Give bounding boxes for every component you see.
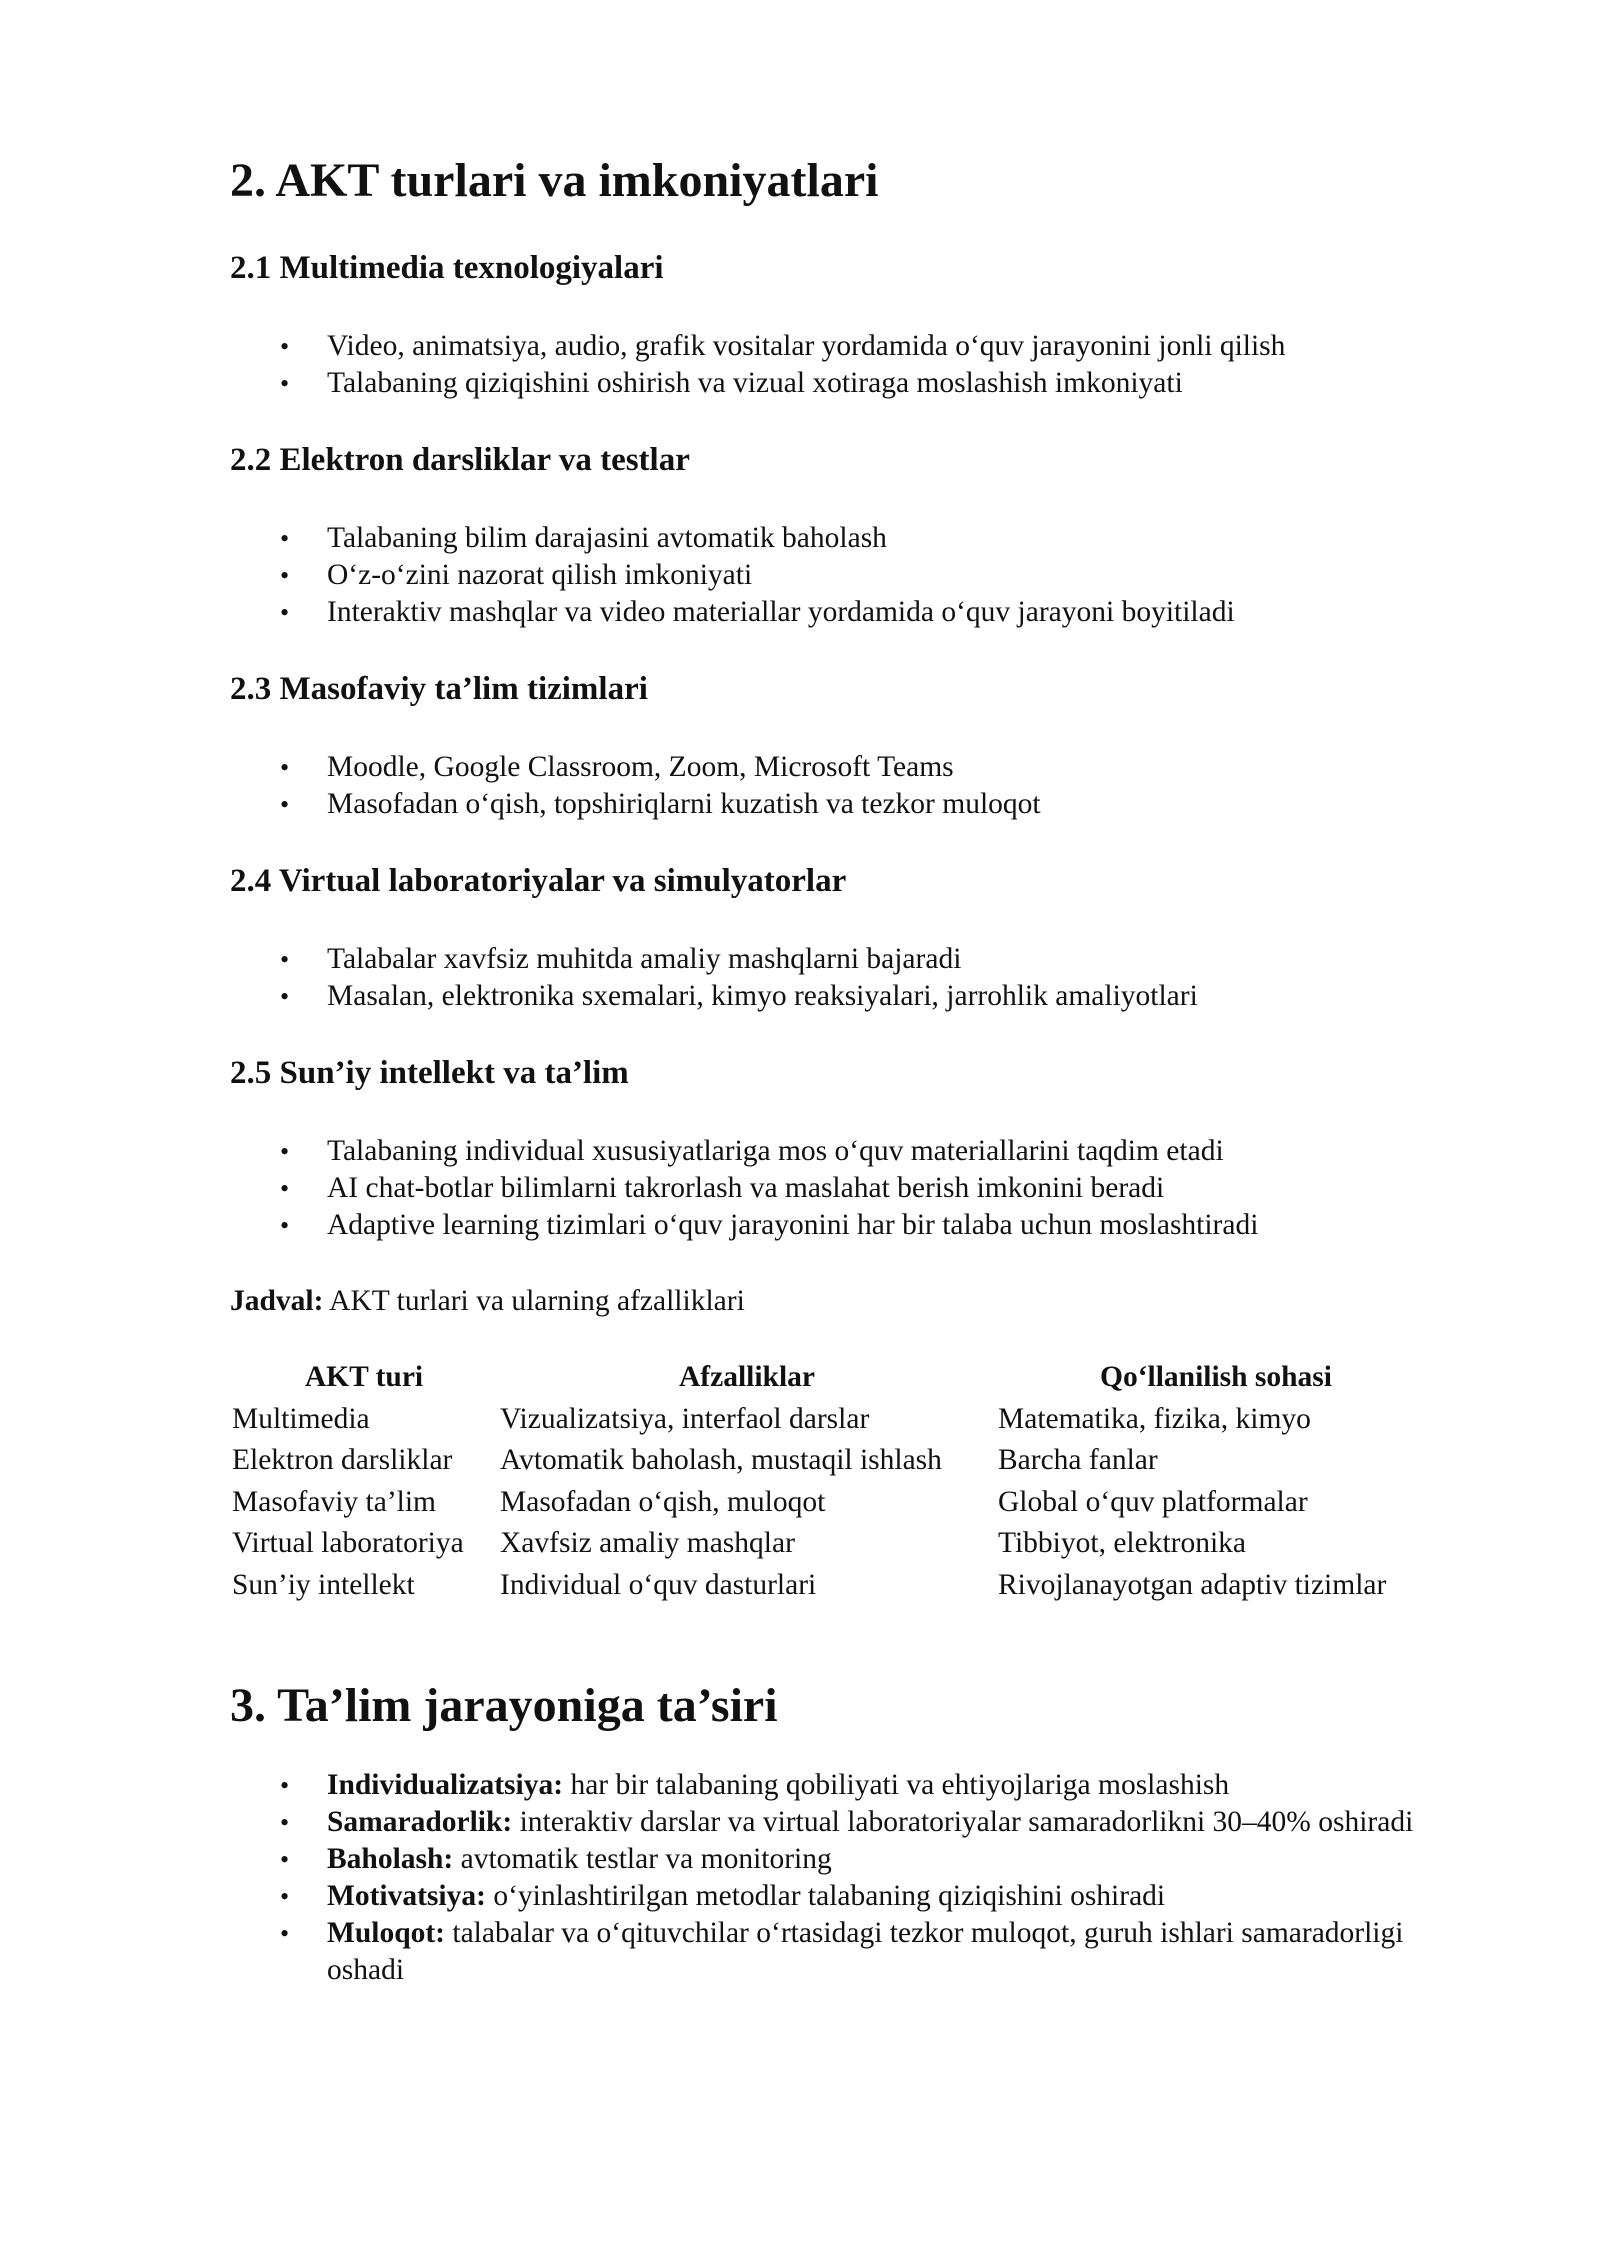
- table-header-cell: Afzalliklar: [678, 1361, 815, 1393]
- table-caption: [230, 1283, 745, 1320]
- table-caption-label: Jadval:: [230, 1285, 324, 1317]
- table-cell: Virtual laboratoriya: [232, 1527, 464, 1559]
- list-item: [230, 1878, 1415, 1915]
- table-cell: Rivojlanayotgan adaptiv tizimlar: [998, 1568, 1387, 1601]
- bullet-icon: •: [280, 561, 290, 590]
- table-cell: Avtomatik baholash, mustaqil ishlash: [500, 1444, 942, 1476]
- list-item-text: interaktiv darslar va virtual laboratoriyalar samaradorlikni 30–40% oshiradi: [512, 1806, 1414, 1838]
- subsection-2-4-heading: 2.4 Virtual laboratoriyalar va simulyatorlar: [230, 863, 847, 899]
- table-cell: Elektron darsliklar: [232, 1444, 453, 1476]
- subsection-2-5-heading: 2.5 Sun’iy intellekt va ta’lim: [230, 1055, 629, 1091]
- list-item-text: har bir talabaning qobiliyati va ehtiyojlariga moslashish: [563, 1769, 1230, 1801]
- table-cell: Global o‘quv platformalar: [998, 1485, 1308, 1518]
- table-cell: Vizualizatsiya, interfaol darslar: [500, 1402, 870, 1435]
- table-cell: Tibbiyot, elektronika: [998, 1527, 1247, 1559]
- table-cell: Multimedia: [232, 1402, 370, 1435]
- list-item: • Talabaning bilim darajasini avtomatik baholash: [230, 520, 1440, 557]
- bullet-icon: •: [280, 1882, 290, 1911]
- akt-types-table: [230, 1357, 1436, 1606]
- table-header-cell: Qo‘llanilish sohasi: [1100, 1361, 1332, 1393]
- bullet-icon: •: [280, 598, 290, 627]
- table-cell: Xavfsiz amaliy mashqlar: [500, 1527, 795, 1559]
- list-item: • Masalan, elektronika sxemalari, kimyo reaksiyalari, jarrohlik amaliyotlari: [230, 978, 1440, 1015]
- list-item-text: o‘yinlashtirilgan metodlar talabaning qiziqishini oshiradi: [485, 1880, 1166, 1912]
- subsection-2-1-list: [230, 328, 1440, 402]
- bullet-icon: •: [280, 945, 290, 974]
- list-item: • Adaptive learning tizimlari o‘quv jarayonini har bir talaba uchun moslashtiradi: [230, 1207, 1440, 1244]
- table-header-cell: AKT turi: [304, 1361, 424, 1393]
- bullet-icon: •: [280, 753, 290, 782]
- table-header-row: [230, 1357, 1436, 1399]
- table-row: [230, 1440, 1436, 1482]
- subsection-2-4-list: [230, 941, 1440, 1015]
- subsection-2-3-heading: 2.3 Masofaviy ta’lim tizimlari: [230, 671, 648, 707]
- table-cell: Masofaviy ta’lim: [232, 1485, 436, 1518]
- bullet-icon: •: [280, 1808, 290, 1837]
- section-3-heading: 3. Ta’lim jarayoniga ta’siri: [230, 1679, 778, 1732]
- list-item-text: avtomatik testlar va monitoring: [453, 1843, 832, 1875]
- subsection-2-2-list: [230, 520, 1440, 631]
- subsection-2-1-heading: 2.1 Multimedia texnologiyalari: [230, 250, 664, 286]
- bullet-icon: •: [280, 524, 290, 553]
- list-item: [230, 1804, 1415, 1841]
- bullet-icon: •: [280, 1211, 290, 1240]
- bullet-icon: •: [280, 369, 290, 398]
- list-item: • Talabalar xavfsiz muhitda amaliy mashqlarni bajaradi: [230, 941, 1440, 978]
- bullet-icon: •: [280, 1919, 290, 1948]
- table-cell: Matematika, fizika, kimyo: [998, 1402, 1311, 1435]
- table-cell: Barcha fanlar: [998, 1444, 1158, 1476]
- table-row: [230, 1565, 1436, 1607]
- table-row: [230, 1523, 1436, 1565]
- bullet-icon: •: [280, 1845, 290, 1874]
- list-item: • Interaktiv mashqlar va video materiallar yordamida o‘quv jarayoni boyitiladi: [230, 594, 1440, 631]
- list-item-label: Muloqot:: [327, 1917, 445, 1949]
- list-item: • AI chat-botlar bilimlarni takrorlash va maslahat berish imkonini beradi: [230, 1170, 1440, 1207]
- list-item: [230, 1915, 1415, 1989]
- table-row: [230, 1399, 1436, 1441]
- list-item: • Video, animatsiya, audio, grafik vositalar yordamida o‘quv jarayonini jonli qilish: [230, 328, 1440, 365]
- bullet-icon: •: [280, 982, 290, 1011]
- table-cell: Individual o‘quv dasturlari: [500, 1568, 817, 1601]
- list-item: • Masofadan o‘qish, topshiriqlarni kuzatish va tezkor muloqot: [230, 786, 1440, 823]
- bullet-icon: •: [280, 1137, 290, 1166]
- list-item-label: Samaradorlik:: [327, 1806, 513, 1838]
- list-item: • Talabaning qiziqishini oshirish va vizual xotiraga moslashish imkoniyati: [230, 365, 1440, 402]
- table-cell: Masofadan o‘qish, muloqot: [500, 1485, 826, 1518]
- bullet-icon: •: [280, 332, 290, 361]
- list-item-text: talabalar va o‘qituvchilar o‘rtasidagi tezkor muloqot, guruh ishlari samaradorligi oshadi: [327, 1917, 1404, 1986]
- section-2-heading: 2. AKT turlari va imkoniyatlari: [230, 154, 879, 207]
- list-item: [230, 1767, 1415, 1804]
- bullet-icon: •: [280, 1174, 290, 1203]
- list-item: • Moodle, Google Classroom, Zoom, Microsoft Teams: [230, 749, 1440, 786]
- table-row: [230, 1482, 1436, 1524]
- subsection-2-2-heading: 2.2 Elektron darsliklar va testlar: [230, 442, 690, 478]
- list-item: • O‘z-o‘zini nazorat qilish imkoniyati: [230, 557, 1440, 594]
- section-3-list: [230, 1767, 1415, 1989]
- bullet-icon: •: [280, 790, 290, 819]
- list-item-label: Motivatsiya:: [327, 1880, 486, 1912]
- subsection-2-5-list: [230, 1133, 1440, 1244]
- list-item-label: Individualizatsiya:: [327, 1769, 564, 1801]
- list-item: • Talabaning individual xususiyatlariga mos o‘quv materiallarini taqdim etadi: [230, 1133, 1440, 1170]
- subsection-2-3-list: [230, 749, 1440, 823]
- table-caption-text: AKT turlari va ularning afzalliklari: [323, 1285, 745, 1317]
- list-item: [230, 1841, 1415, 1878]
- list-item-label: Baholash:: [327, 1843, 454, 1875]
- bullet-icon: •: [280, 1771, 290, 1800]
- table-cell: Sun’iy intellekt: [232, 1568, 415, 1601]
